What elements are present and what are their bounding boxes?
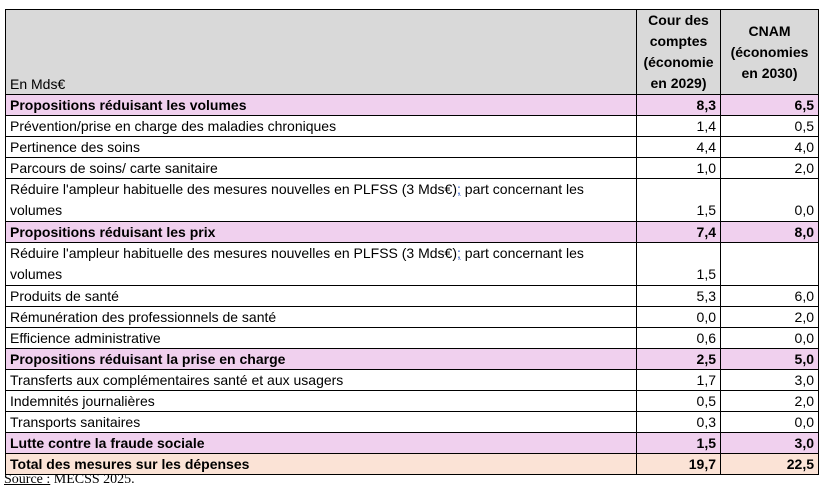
value-cour-des-comptes: 1,5 [637, 179, 721, 222]
value-cour-des-comptes: 7,4 [637, 222, 721, 243]
value-cour-des-comptes: 1,0 [637, 158, 721, 179]
table-row [6, 243, 819, 286]
value-cour-des-comptes: 0,0 [637, 307, 721, 328]
section-row [6, 433, 819, 454]
value-cnam: 0,5 [721, 116, 819, 137]
value-cnam: 2,0 [721, 307, 819, 328]
row-label [6, 179, 637, 222]
table-row [6, 328, 819, 349]
source-note [4, 472, 135, 488]
value-cour-des-comptes: 1,5 [637, 433, 721, 454]
row-label: Rémunération des professionnels de santé [6, 307, 637, 328]
value-cour-des-comptes: 0,6 [637, 328, 721, 349]
row-label: Propositions réduisant les volumes [6, 95, 637, 116]
value-cour-des-comptes: 1,5 [637, 243, 721, 286]
table-row [6, 116, 819, 137]
value-cour-des-comptes: 2,5 [637, 349, 721, 370]
value-cour-des-comptes: 0,3 [637, 412, 721, 433]
value-cour-des-comptes: 1,4 [637, 116, 721, 137]
value-cnam: 0,0 [721, 412, 819, 433]
unit-label: En Mds€ [6, 10, 637, 95]
value-cnam [721, 243, 819, 286]
row-label-part: ; [457, 245, 461, 261]
section-row [6, 222, 819, 243]
value-cnam: 3,0 [721, 370, 819, 391]
value-cnam: 8,0 [721, 222, 819, 243]
table-row [6, 137, 819, 158]
row-label: Efficience administrative [6, 328, 637, 349]
row-label: Indemnités journalières [6, 391, 637, 412]
row-label: Pertinence des soins [6, 137, 637, 158]
row-label-part: part concernant les volumes [10, 245, 584, 282]
savings-table [5, 9, 819, 475]
table-row [6, 370, 819, 391]
row-label: Prévention/prise en charge des maladies chroniques [6, 116, 637, 137]
value-cnam: 4,0 [721, 137, 819, 158]
row-label-part: part concernant les volumes [10, 181, 584, 218]
header-cnam: CNAM (économies en 2030) [721, 10, 819, 95]
row-label-part: Réduire l'ampleur habituelle des mesures nouvelles en PLFSS (3 Mds€) [10, 181, 458, 197]
row-label: Total des mesures sur les dépenses [6, 454, 637, 475]
row-label: Propositions réduisant les prix [6, 222, 637, 243]
row-label: Parcours de soins/ carte sanitaire [6, 158, 637, 179]
value-cour-des-comptes: 8,3 [637, 95, 721, 116]
source-text: MECSS 2025. [50, 472, 135, 487]
value-cnam: 5,0 [721, 349, 819, 370]
value-cnam: 6,5 [721, 95, 819, 116]
table-row [6, 286, 819, 307]
value-cour-des-comptes: 5,3 [637, 286, 721, 307]
row-label: Lutte contre la fraude sociale [6, 433, 637, 454]
value-cnam: 6,0 [721, 286, 819, 307]
table-row [6, 412, 819, 433]
value-cnam: 2,0 [721, 158, 819, 179]
row-label: Produits de santé [6, 286, 637, 307]
row-label: Transferts aux complémentaires santé et aux usagers [6, 370, 637, 391]
value-cour-des-comptes: 4,4 [637, 137, 721, 158]
row-label-part: ; [457, 181, 461, 197]
row-label-part: Réduire l'ampleur habituelle des mesures nouvelles en PLFSS (3 Mds€) [10, 245, 458, 261]
row-label: Propositions réduisant la prise en charge [6, 349, 637, 370]
section-row [6, 95, 819, 116]
table-row [6, 307, 819, 328]
table-row [6, 391, 819, 412]
header-cour-des-comptes: Cour des comptes (économie en 2029) [637, 10, 721, 95]
table-row [6, 158, 819, 179]
table-row [6, 179, 819, 222]
value-cnam: 0,0 [721, 179, 819, 222]
header-row [6, 10, 819, 95]
section-row [6, 349, 819, 370]
value-cnam: 0,0 [721, 328, 819, 349]
value-cnam: 3,0 [721, 433, 819, 454]
source-label: Source : [4, 472, 51, 487]
row-label: Transports sanitaires [6, 412, 637, 433]
value-cnam: 22,5 [721, 454, 819, 475]
value-cour-des-comptes: 1,7 [637, 370, 721, 391]
value-cour-des-comptes: 0,5 [637, 391, 721, 412]
row-label [6, 243, 637, 286]
value-cnam: 2,0 [721, 391, 819, 412]
value-cour-des-comptes: 19,7 [637, 454, 721, 475]
